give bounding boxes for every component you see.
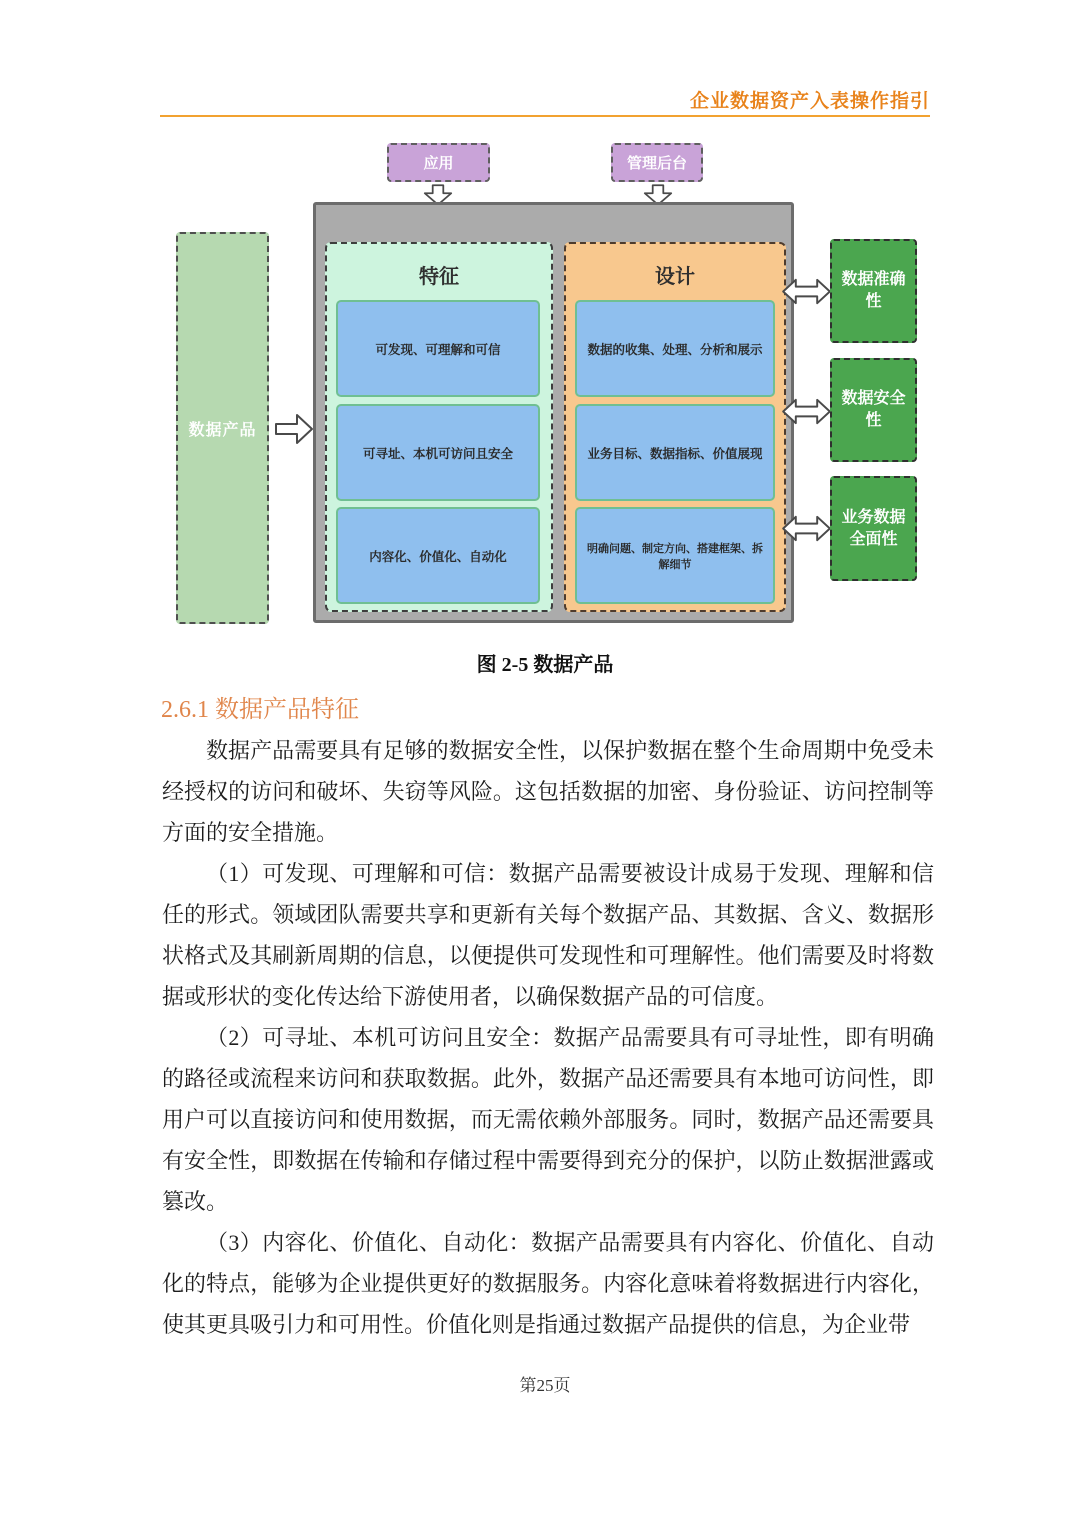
double-arrow-icon [781,394,832,429]
page-header-title: 企业数据资产入表操作指引 [689,91,930,112]
design-item: 数据的收集、处理、分析和展示 [575,300,775,397]
feature-item: 内容化、价值化、自动化 [336,507,540,604]
diagram-node-data-security: 数据安全性 [830,358,917,462]
paragraph: （3）内容化、价值化、自动化：数据产品需要具有内容化、价值化、自动化的特点，能够为企业提供更好的数据服务。内容化意味着将数据进行内容化，使其更具吸引力和可用性。价值化则是指通过数据产品提供的信息，为企业带 [162,1230,934,1337]
double-arrow-icon [781,274,832,309]
feature-panel [325,242,553,612]
body-text [162,730,934,1345]
design-panel [564,242,786,612]
figure-2-5-diagram [0,0,1080,650]
diagram-node-data-accuracy: 数据准确性 [830,239,917,343]
diagram-node-business-data-completeness: 业务数据全面性 [830,476,917,581]
double-arrow-icon [781,511,832,546]
figure-caption: 图 2-5 数据产品 [476,654,614,676]
diagram-node-admin-backend: 管理后台 [611,143,703,182]
paragraph: （2）可寻址、本机可访问且安全：数据产品需要具有可寻址性，即有明确的路径或流程来访问和获取数据。此外，数据产品还需要具有本地可访问性，即用户可以直接访问和使用数据，而无需依赖外部服务。同时，数据产品还需要具有安全性，即数据在传输和存储过程中需要得到充分的保护，以防止数据泄露或篡改。 [162,1025,934,1214]
paragraph: 数据产品需要具有足够的数据安全性，以保护数据在整个生命周期中免受未经授权的访问和破坏、失窃等风险。这包括数据的加密、身份验证、访问控制等方面的安全措施。 [162,738,934,845]
paragraph: （1）可发现、可理解和可信：数据产品需要被设计成易于发现、理解和信任的形式。领域团队需要共享和更新有关每个数据产品、其数据、含义、数据形状格式及其刷新周期的信息，以便提供可发现性和可理解性。他们需要及时将数据或形状的变化传达给下游使用者，以确保数据产品的可信度。 [162,861,934,1009]
feature-item: 可发现、可理解和可信 [336,300,540,397]
page-number: 第25页 [519,1376,571,1395]
right-arrow-icon [274,412,314,446]
feature-item: 可寻址、本机可访问且安全 [336,404,540,501]
design-item: 业务目标、数据指标、价值展现 [575,404,775,501]
design-item: 明确问题、制定方向、搭建框架、拆解细节 [575,507,775,604]
feature-panel-title: 特征 [419,266,459,288]
design-panel-title: 设计 [655,266,695,288]
diagram-node-application: 应用 [387,143,490,182]
section-heading: 2.6.1 数据产品特征 [161,697,359,723]
diagram-node-data-product: 数据产品 [176,232,269,624]
